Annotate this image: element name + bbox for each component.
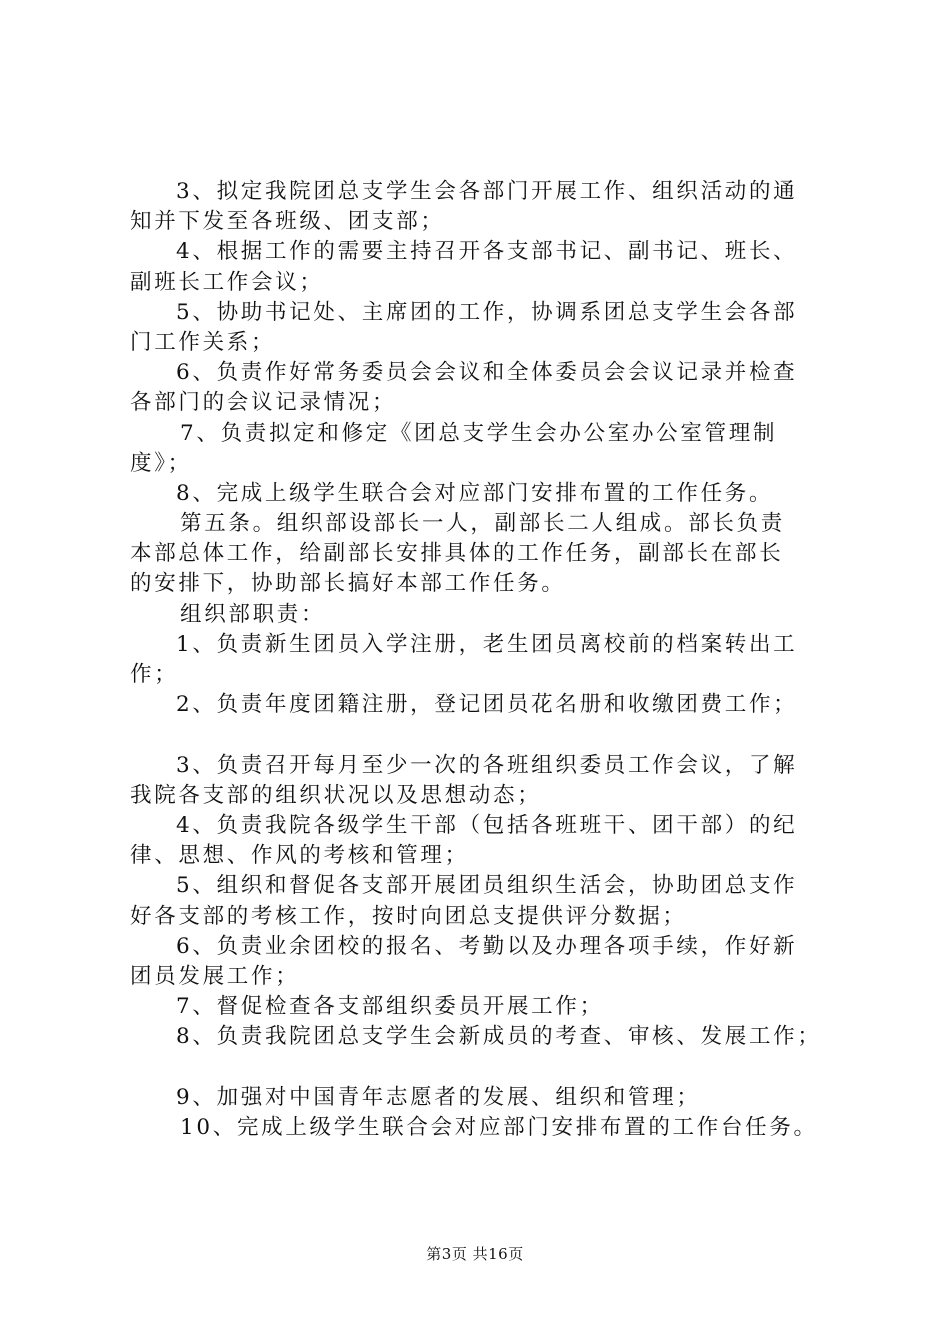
text-line: 5、组织和督促各支部开展团员组织生活会，协助团总支作 (176, 873, 798, 899)
text-line: 7、督促检查各支部组织委员开展工作； (176, 994, 604, 1020)
text-line: 副班长工作会议； (130, 269, 324, 295)
text-line: 6、负责业余团校的报名、考勤以及办理各项手续，作好新 (176, 933, 798, 959)
text-line: 6、负责作好常务委员会会议和全体委员会会议记录并检查 (176, 360, 798, 386)
text-line: 10、完成上级学生联合会对应部门安排布置的工作台任务。 (180, 1114, 818, 1140)
document-body (130, 177, 830, 1143)
text-line: 第五条。组织部设部长一人，副部长二人组成。部长负责 (180, 511, 786, 537)
page-number-footer: 第3页 共16页 (426, 1245, 524, 1263)
text-line: 团员发展工作； (130, 963, 300, 989)
text-line: 我院各支部的组织状况以及思想动态； (130, 782, 542, 808)
text-line: 各部门的会议记录情况； (130, 390, 397, 416)
text-line: 知并下发至各班级、团支部； (130, 209, 445, 235)
text-line: 律、思想、作风的考核和管理； (130, 843, 469, 869)
text-line: 3、负责召开每月至少一次的各班组织委员工作会议，了解 (176, 752, 798, 778)
text-line: 本部总体工作，给副部长安排具体的工作任务，副部长在部长 (130, 541, 784, 567)
text-line: 2、负责年度团籍注册，登记团员花名册和收缴团费工作； (176, 692, 798, 718)
text-line: 度》； (130, 450, 192, 476)
text-line: 的安排下，协助部长搞好本部工作任务。 (130, 571, 566, 597)
text-line: 组织部职责： (180, 601, 326, 627)
text-line: 作； (130, 662, 179, 687)
text-line: 9、加强对中国青年志愿者的发展、组织和管理； (176, 1084, 701, 1110)
text-line: 5、协助书记处、主席团的工作，协调系团总支学生会各部 (176, 299, 798, 325)
text-line: 3、拟定我院团总支学生会各部门开展工作、组织活动的通 (176, 179, 798, 204)
text-line: 门工作关系； (130, 329, 276, 355)
text-line: 4、根据工作的需要主持召开各支部书记、副书记、班长、 (176, 239, 798, 265)
paragraph-gap (130, 720, 830, 750)
text-line: 1、负责新生团员入学注册，老生团员离校前的档案转出工 (176, 631, 798, 657)
text-line: 8、完成上级学生联合会对应部门安排布置的工作任务。 (176, 480, 774, 506)
text-line: 4、负责我院各级学生干部（包括各班班干、团干部）的纪 (176, 812, 798, 838)
paragraph-gap (130, 1052, 830, 1082)
text-line: 7、负责拟定和修定《团总支学生会办公室办公室管理制 (180, 420, 778, 446)
text-line: 好各支部的考核工作，按时向团总支提供评分数据； (130, 903, 687, 929)
text-line: 8、负责我院团总支学生会新成员的考查、审核、发展工作； (176, 1024, 822, 1050)
